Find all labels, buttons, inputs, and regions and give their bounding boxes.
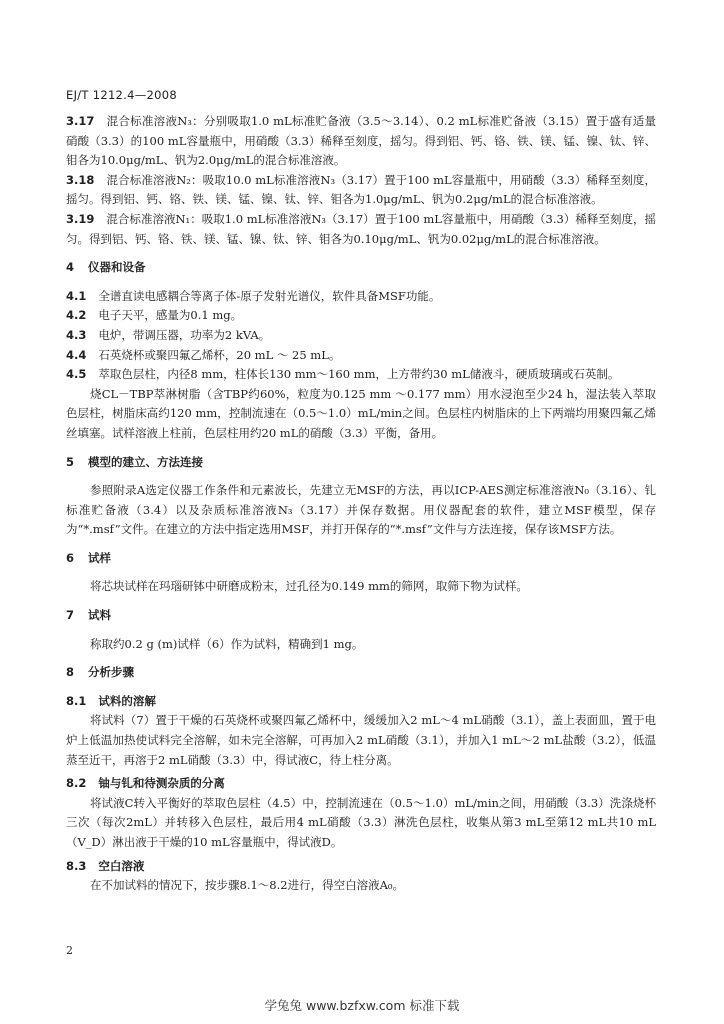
clause-3-19 [66,210,656,249]
section-title: 试样 [88,550,112,565]
section-heading-8 [66,663,656,683]
section-number: 8 [66,665,75,680]
item-number: 4.4 [66,347,87,362]
item-text: 萃取色层柱，内径8 mm，柱体长130 mm～160 mm，上方带约30 mL储液斗，硬质玻璃或石英制。 [98,367,620,382]
section-5-paragraph: 参照附录A选定仪器工作条件和元素波长，先建立无MSF的方法，再以ICP-AES测定标准溶液N₀（3.16）、钆标准贮备液（3.4）以及杂质标准溶液N₃（3.17）并保存数据。用仪器配套的软件，建立MSF模型，保存为“*.msf”文件。在建立的方法中指定选用MSF，并打开保存的“*.msf”文件与方法连接，保存该MSF方法。 [66,483,656,537]
continuation-prefix: 烧CL－TBP [90,386,154,401]
section-heading-4 [66,258,656,278]
section-number: 6 [66,550,75,565]
section-title: 试料 [88,608,112,623]
item-number: 4.5 [66,367,87,382]
section-heading-7 [66,606,656,626]
subsection-8-1-paragraph: 将试料（7）置于干燥的石英烧杯或聚四氟乙烯杯中，缓缓加入2 mL～4 mL硝酸（3.1），盖上表面皿，置于电炉上低温加热使试料完全溶解，如未完全溶解，可再加入2 mL硝酸（3.1），并加入1 mL～2 mL盐酸（3.2），低温蒸至近干，再溶于2 mL硝酸（3.3）中，得试液C，待上柱分离。 [66,713,656,767]
subsection-number: 8.2 [66,776,87,791]
item-4-5-continuation [66,385,656,444]
clause-text: 混合标准溶液N₃：分别吸取1.0 mL标准贮备液（3.5～3.14）、0.2 mL标准贮备液（3.15）置于盛有适量硝酸（3.3）的100 mL容量瓶中，用硝酸（3.3）稀释至刻度，摇匀。得到铝、钙、铬、铁、镁、锰、镍、钛、锌、钼各为10.0μg/mL、钒为2.0μg/mL的混合标准溶液。 [66,114,656,168]
subsection-8-3-paragraph: 在不加试料的情况下，按步骤8.1～8.2进行，得空白溶液A₀。 [90,878,404,893]
item-text: 石英烧杯或聚四氟乙烯杯，20 mL ～ 25 mL。 [98,347,341,362]
clause-3-18 [66,171,656,210]
continuation-text: 萃淋树脂（含TBP约60%，粒度为0.125 mm ～0.177 mm）用水浸泡至少24 h，湿法装入萃取色层柱，树脂床高约120 mm，控制流速在（0.5～1.0）mL/min之间。色层柱内树脂床的上下两端均用聚四氟乙烯丝填塞。试样溶液上柱前，色层柱用约20 mL的硝酸（3.3）平衡，备用。 [66,386,656,440]
subsection-number: 8.3 [66,858,87,873]
item-4-5 [66,365,656,385]
clause-text: 混合标准溶液N₂：吸取10.0 mL标准溶液N₃（3.17）置于100 mL容量瓶中，用硝酸（3.3）稀释至刻度，摇匀。得到铝、钙、铬、铁、镁、锰、镍、钛、锌、钼各为1.0μg/mL、钒为0.2μg/mL的混合标准溶液。 [66,172,656,207]
item-4-1 [66,287,656,307]
subsection-number: 8.1 [66,693,87,708]
document-body [66,112,656,896]
clause-number: 3.18 [66,172,95,187]
subsection-heading-8-1 [66,692,656,712]
section-heading-5 [66,453,656,473]
section-title: 分析步骤 [88,665,135,680]
section-title: 仪器和设备 [88,260,146,275]
section-title: 模型的建立、方法连接 [88,454,204,469]
item-4-3 [66,326,656,346]
section-heading-6 [66,549,656,569]
item-4-4 [66,346,656,366]
subsection-title: 试料的溶解 [98,693,156,708]
item-number: 4.3 [66,327,87,342]
section-number: 7 [66,608,75,623]
subsection-heading-8-3 [66,857,656,877]
item-4-2 [66,306,656,326]
clause-text: 混合标准溶液N₁：吸取1.0 mL标准溶液N₃（3.17）置于100 mL容量瓶中，用硝酸（3.3）稀释至刻度，摇匀。得到铝、钙、铬、铁、镁、锰、镍、钛、锌、钼各为0.10μg/mL、钒为0.02μg/mL的混合标准溶液。 [66,211,656,246]
standard-code-header: EJ/T 1212.4—2008 [66,88,178,102]
clause-number: 3.17 [66,114,95,128]
clause-3-17 [66,112,656,171]
section-number: 4 [66,260,75,275]
item-text: 电炉，带调压器，功率为2 kVA。 [98,327,271,342]
item-text: 全谱直读电感耦合等离子体-原子发射光谱仪，软件具备MSF功能。 [98,288,441,303]
section-7-paragraph: 称取约0.2 g (m)试样（6）作为试料，精确到1 mg。 [90,636,364,651]
page-number: 2 [66,944,73,957]
subsection-8-2-paragraph: 将试液C转入平衡好的萃取色层柱（4.5）中，控制流速在（0.5～1.0）mL/min之间，用硝酸（3.3）洗涤烧杯三次（每次2mL）并转移入色层柱，最后用4 mL硝酸（3.3）淋洗色层柱，收集从第3 mL至第12 mL共10 mL（V_D）淋出液于干燥的10 mL容量瓶中，得试液D。 [66,795,656,849]
item-number: 4.2 [66,308,87,323]
item-text: 电子天平，感量为0.1 mg。 [98,308,243,323]
section-6-paragraph: 将芯块试样在玛瑙研钵中研磨成粉末，过孔径为0.149 mm的筛网，取筛下物为试样。 [90,579,528,594]
subsection-heading-8-2 [66,774,656,794]
item-number: 4.1 [66,288,87,303]
subsection-title: 空白溶液 [98,858,145,873]
subsection-title: 铀与钆和待测杂质的分离 [98,776,225,791]
section-number: 5 [66,454,75,469]
clause-number: 3.19 [66,211,95,226]
footer-watermark-text: 学兔兔 www.bzfxw.com 标准下载 [264,998,460,1013]
